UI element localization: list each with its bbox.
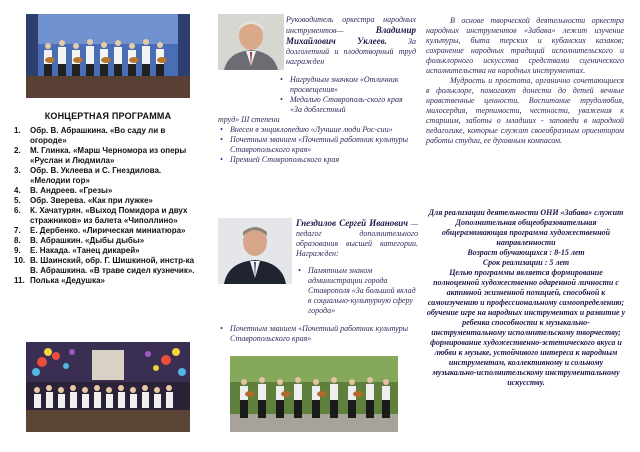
program-item: 1. Обр. В. Абрашкина. «Во саду ли в огороде» xyxy=(14,126,166,145)
program-item: 7. Е. Дербенко. «Лирическая миниатюра» xyxy=(14,226,186,235)
info-line: Возраст обучающихся : 8-15 лет xyxy=(467,248,585,257)
program-item: 2. М. Глинка. «Марш Черномора из оперы «Руслан и Людмила» xyxy=(14,146,187,165)
program-item: 11. Полька «Дедушка» xyxy=(14,276,106,285)
program-item: 3. Обр. В. Уклеева и С. Гнездилова. «Мелодии гор» xyxy=(14,166,162,185)
director-bio: Руководитель оркестра народных инструментов— Владимир Михайлович Уклеев. За долголетний и плодотворный труд награжден xyxy=(286,15,416,66)
info-line: Для реализации деятельности ОНИ «Забава» служит xyxy=(428,208,624,217)
award-item: • Почетным званием «Почетный работник культуры Ставропольского края» xyxy=(218,135,416,155)
teacher-awards xyxy=(218,266,416,344)
program-item: 9. Е. Накада. «Танец дикарей» xyxy=(14,246,140,255)
about-paragraph: В основе творческой деятельности оркестра народных инструментов «Забава» лежит изучение культуры, быта терских и кубанских казаков; сохранение народных традиций исполнительского и фольклорного искусства средствами сценического исполнительства на народных инструментах. xyxy=(426,16,624,75)
program-info xyxy=(426,208,626,388)
award-item: • Внесен в энциклопедию «Лучшие люди Рос-сии» xyxy=(218,125,416,135)
concert-program-title: КОНЦЕРТНАЯ ПРОГРАММА xyxy=(44,111,172,121)
about-paragraph: Мудрость и простота, органично сочетающиеся в фольклоре, помогают донести до детей вечные нравственные ценности. Воспитание трудолюбия, милосердия, терпимости, честности, уважения к старшим, заботы о младших - заповеди в народной педагогике, которые служат своеобразным ориентиром работы студии, ее духовным компасом. xyxy=(426,76,624,145)
program-item: 6. К. Хачатурян. «Выход Помидора и двух стражников» из балета «Чиполлино» xyxy=(14,206,188,225)
teacher-name: Гнездилов Сергей Иванович xyxy=(296,218,408,228)
award-item: • Нагрудным значком «Отличник просвещения» xyxy=(218,75,416,95)
program-item: 4. В. Андреев. «Грезы» xyxy=(14,186,113,195)
award-item: труд» III степени xyxy=(218,115,280,124)
award-item: • Премией Ставропольского края xyxy=(218,155,416,165)
orchestra-stage-photo xyxy=(26,14,190,98)
about-text xyxy=(426,16,624,146)
director-awards xyxy=(218,75,416,165)
performers-photo xyxy=(230,356,398,432)
award-item: • Медалью Ставрополь-ского края «За доблестный xyxy=(218,95,416,115)
info-line: Срок реализации : 5 лет xyxy=(482,258,570,267)
program-item: 5. Обр. Зверева. «Как при лужке» xyxy=(14,196,153,205)
orchestra-concert-photo xyxy=(26,342,190,432)
teacher-bio: Гнездилов Сергей Иванович — педагог дополнительного образования высшей категории. Награжден: xyxy=(296,218,419,258)
award-item: • Почетным званием «Почетный работник культуры Ставропольского края» xyxy=(218,324,416,344)
info-line: Дополнительная общеобразовательная общеразвивающая программа художественной направленности xyxy=(441,218,611,247)
award-item: • Памятным знаком администрации города Ставрополя «За большой вклад в социально-культурную сферу города» xyxy=(218,266,416,316)
director-name: Владимир Михайлович Уклеев. xyxy=(286,25,416,46)
program-item: 10. В. Шаинский, обр. Г. Шишкиной, инстр-ка В. Абрашкина. «В траве сидел кузнечик». xyxy=(14,256,195,275)
director-portrait xyxy=(218,14,284,70)
program-item: 8. В. Абрашкин. «Дыбы дыбы» xyxy=(14,236,145,245)
program-goal: Целью программы является формирование полноценной художественно одаренной личности с активной жизненной позицией, способной к самоизучению и профессиональному самоопределению; обучение игре на народных инструментах и развитие у ребенка способности к музыкально-инструментальному исполнительскому творчеству; формирование художественно-эстетического вкуса и любви к музыке, устойчивого интереса к народным инструментам, коллективному и сольному музыкально-исполнительскому инструментальному искусству. xyxy=(426,268,626,387)
concert-program-list xyxy=(14,126,200,286)
